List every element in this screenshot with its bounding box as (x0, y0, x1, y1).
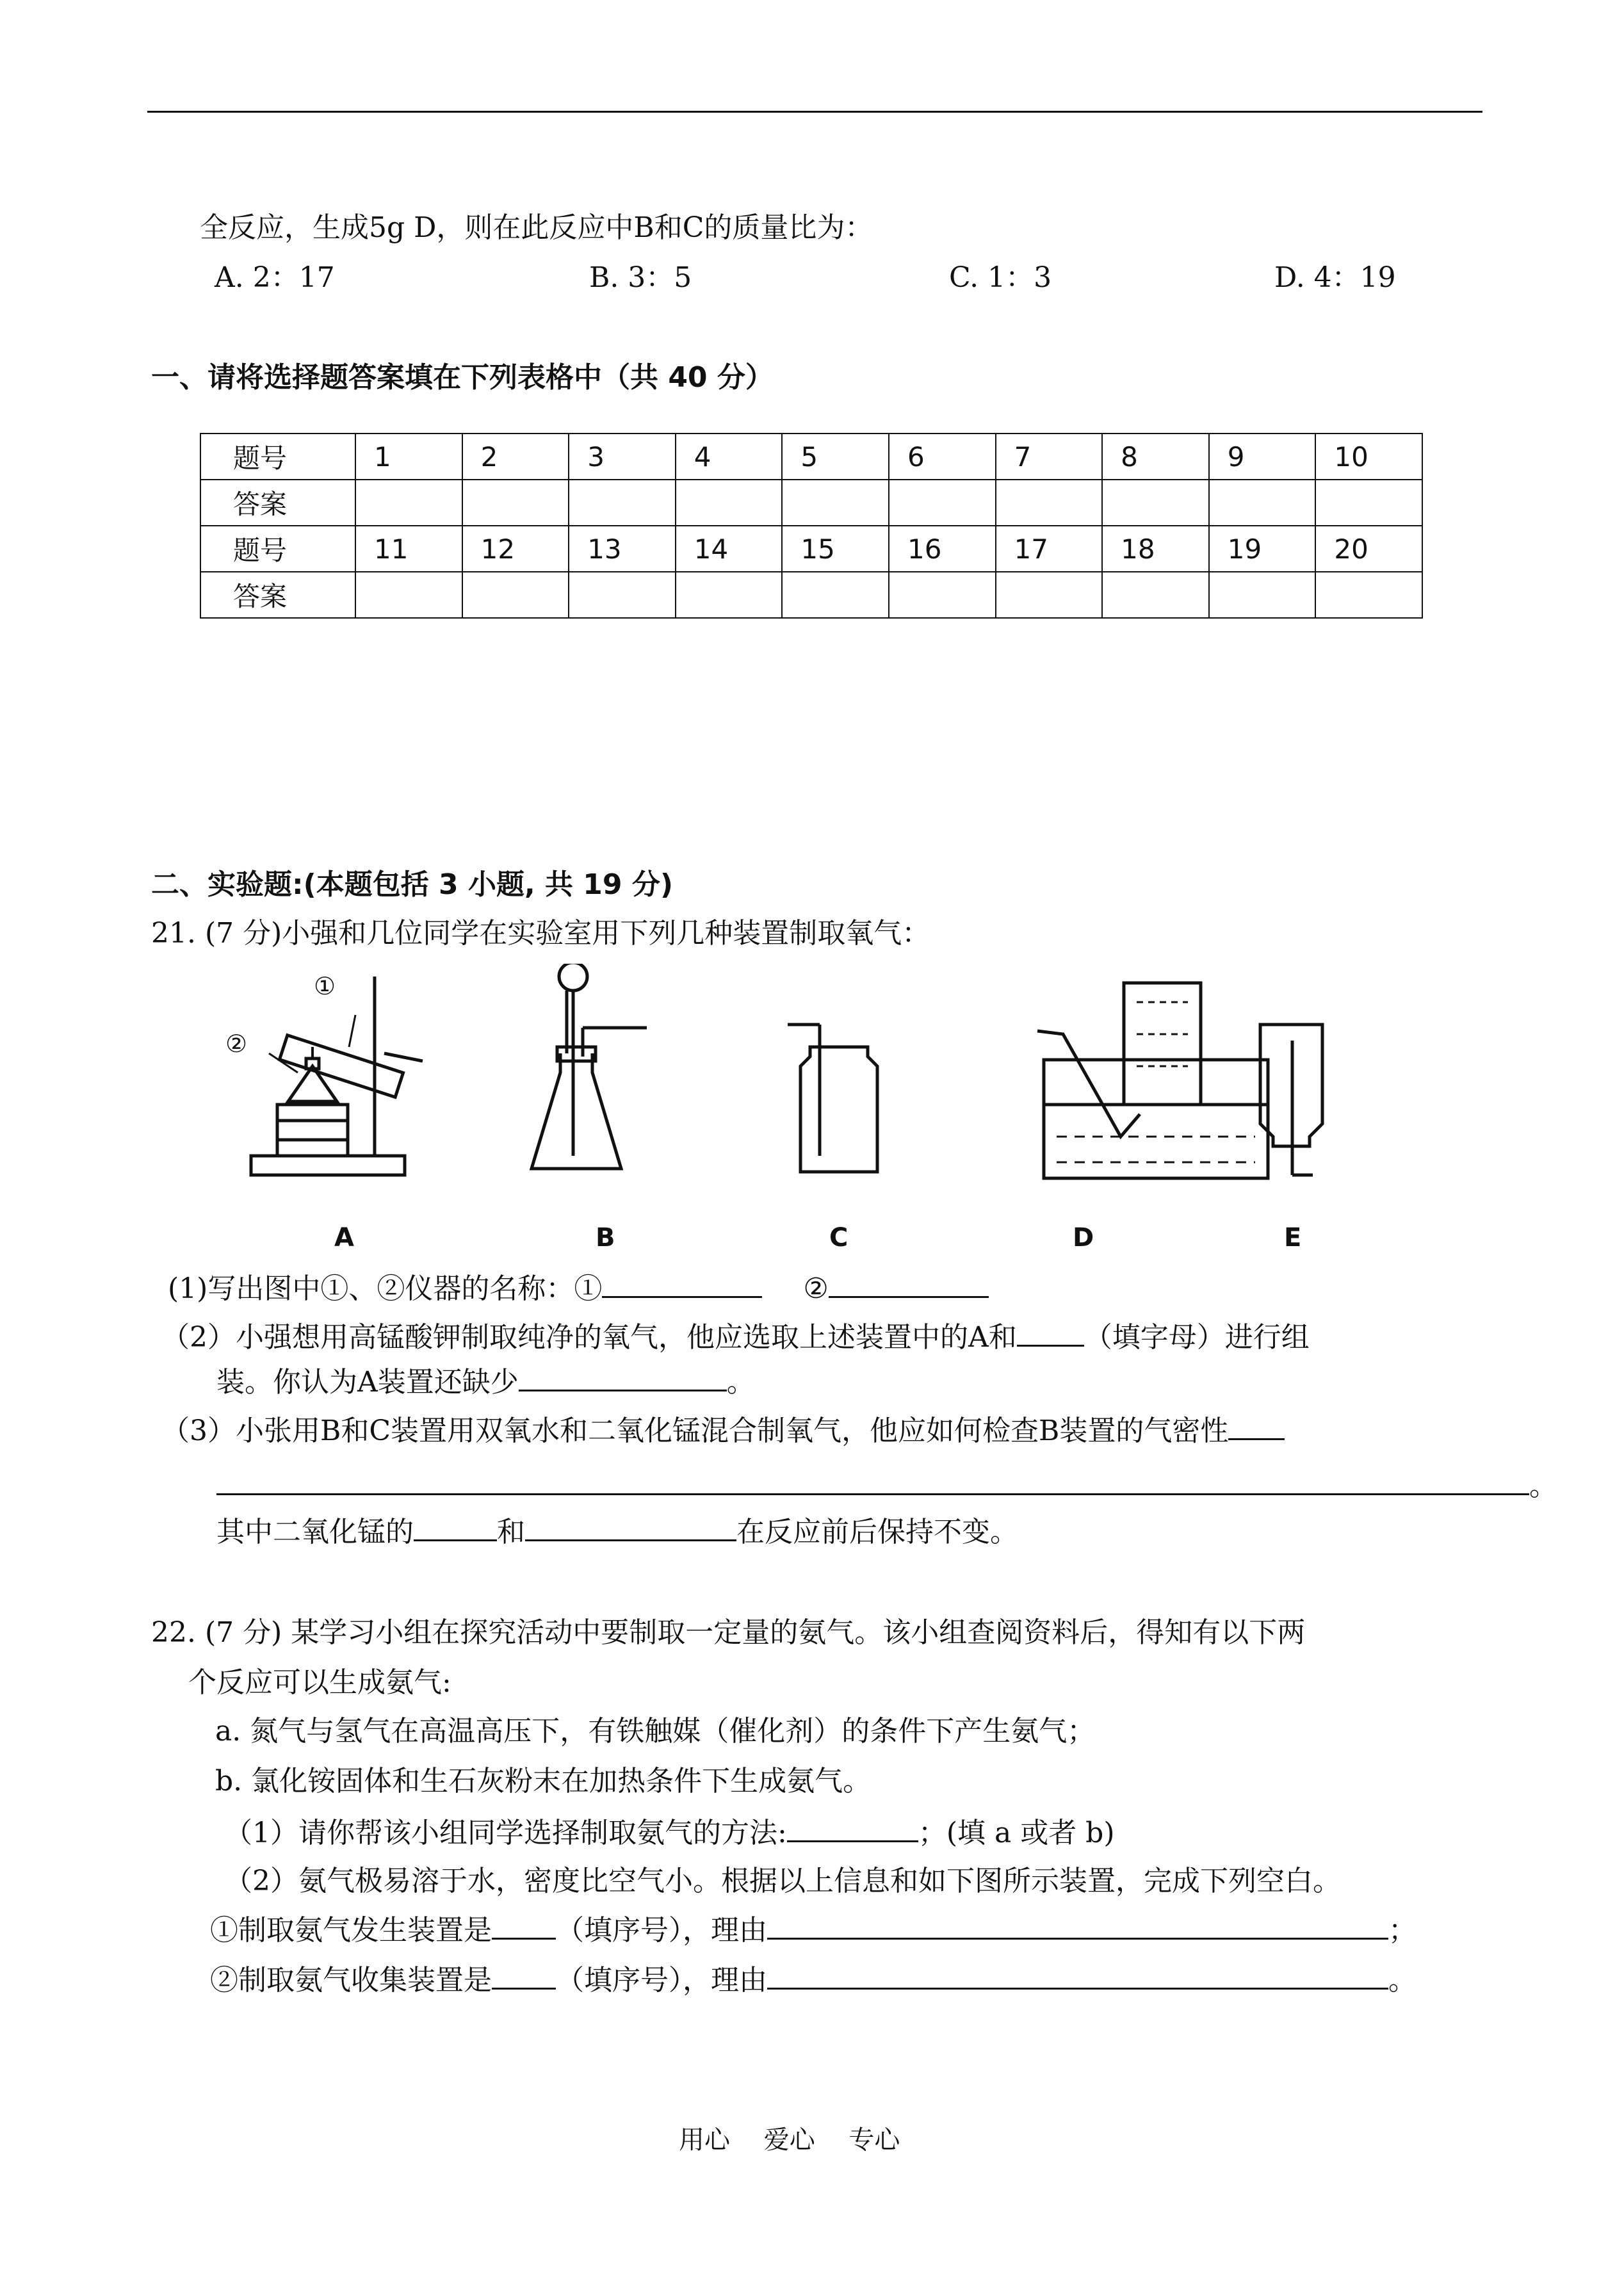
q21-part3-text-e: 在反应前后保持不变。 (736, 1516, 1018, 1548)
answer-cell[interactable] (1315, 572, 1422, 618)
q20-option-d: D. 4：19 (1274, 261, 1396, 294)
answer-blank-collector[interactable] (492, 1961, 556, 1990)
table-row-answers-1 (200, 480, 1422, 526)
section2-title: 二、实验题:(本题包括 3 小题, 共 19 分) (151, 868, 673, 901)
q20-stem-tail: 全反应，生成5g D，则在此反应中B和C的质量比为： (200, 211, 873, 244)
figure-label-e: E (1284, 1223, 1302, 1253)
number-cell: 1 (355, 434, 462, 480)
q21-part2-text-a: （2）小强想用高锰酸钾制取纯净的氧气，他应选取上述装置中的A和 (161, 1321, 1017, 1354)
q20-option-c: C. 1：3 (949, 261, 1052, 294)
number-cell: 15 (782, 526, 889, 572)
number-cell: 5 (782, 434, 889, 480)
number-cell: 7 (996, 434, 1103, 480)
number-cell: 8 (1102, 434, 1209, 480)
label-number: 题号 (200, 526, 355, 572)
answer-cell[interactable] (355, 480, 462, 526)
table-row-numbers-2 (200, 526, 1422, 572)
q21-part1 (168, 1269, 989, 1307)
answer-blank-airtightness-start[interactable] (1228, 1411, 1285, 1440)
number-cell: 12 (462, 526, 569, 572)
marker-1: ① (314, 972, 336, 1000)
q22-reaction-b: b. 氯化铵固体和生石灰粉末在加热条件下生成氨气。 (215, 1765, 872, 1797)
apparatus-a (251, 977, 423, 1175)
answer-blank-instrument-2[interactable] (829, 1269, 989, 1298)
q21-part3-line2 (216, 1466, 1557, 1504)
q22-part4-text-a: ②制取氨气收集装置是 (210, 1964, 492, 1997)
number-cell: 18 (1102, 526, 1209, 572)
section1-title: 一、请将选择题答案填在下列表格中（共 40 分） (151, 361, 774, 394)
number-cell: 14 (676, 526, 783, 572)
answer-blank-mno2-property-2[interactable] (525, 1512, 736, 1541)
label-number: 题号 (200, 434, 355, 480)
figure-label-d: D (1073, 1223, 1094, 1253)
apparatus-d (1037, 983, 1268, 1178)
q21-part3-text-a: （3）小张用B和C装置用双氧水和二氧化锰混合制氧气，他应如何检查B装置的气密性 (161, 1415, 1229, 1447)
answer-blank-airtightness[interactable] (216, 1466, 1529, 1495)
apparatus-diagram (211, 964, 1364, 1245)
number-cell: 9 (1209, 434, 1316, 480)
q21-part3-text-d: 和 (497, 1516, 525, 1548)
q21-part3-text-c: 其中二氧化锰的 (216, 1516, 414, 1548)
q22-part3-text-b: （填序号），理由 (556, 1914, 767, 1947)
q22-part3 (210, 1911, 1417, 1949)
q21-part2-line2 (216, 1363, 755, 1400)
q20-option-b: B. 3：5 (589, 261, 692, 294)
number-cell: 4 (676, 434, 783, 480)
q22-part1-text-b: ；(填 a 或者 b) (918, 1817, 1115, 1849)
number-cell: 3 (569, 434, 676, 480)
q21-part2-line1 (161, 1318, 1310, 1356)
q22-part2: （2）氨气极易溶于水，密度比空气小。根据以上信息和如下图所示装置，完成下列空白。 (224, 1865, 1341, 1897)
answer-blank-generator-reason[interactable] (767, 1911, 1388, 1940)
answer-cell[interactable] (1102, 572, 1209, 618)
q22-reaction-a: a. 氮气与氢气在高温高压下，有铁触媒（催化剂）的条件下产生氨气； (215, 1715, 1096, 1748)
q22-part3-text-a: ①制取氨气发生装置是 (210, 1914, 492, 1947)
q21-part1-text-a: (1)写出图中①、②仪器的名称：① (168, 1272, 603, 1305)
figure-label-c: C (829, 1223, 849, 1253)
answer-blank-method[interactable] (787, 1813, 918, 1842)
q22-part4-text-b: （填序号），理由 (556, 1964, 767, 1997)
q21-stem: 21. (7 分)小强和几位同学在实验室用下列几种装置制取氧气： (151, 917, 930, 950)
number-cell: 17 (996, 526, 1103, 572)
number-cell: 19 (1209, 526, 1316, 572)
answer-blank-device[interactable] (1017, 1318, 1084, 1347)
answer-cell[interactable] (889, 572, 996, 618)
q22-stem-line2: 个反应可以生成氨气: (188, 1666, 451, 1699)
page-footer: 用心 爱心 专心 (679, 2125, 900, 2155)
number-cell: 13 (569, 526, 676, 572)
figure-label-b: B (596, 1223, 615, 1253)
apparatus-figures (211, 964, 1364, 1253)
answer-table (200, 433, 1423, 619)
answer-blank-generator[interactable] (492, 1911, 556, 1940)
q22-part3-end: ； (1388, 1914, 1417, 1947)
answer-cell[interactable] (569, 480, 676, 526)
answer-cell[interactable] (355, 572, 462, 618)
answer-cell[interactable] (462, 572, 569, 618)
apparatus-e (1260, 1025, 1322, 1175)
apparatus-c (788, 1025, 877, 1172)
answer-cell[interactable] (1315, 480, 1422, 526)
answer-cell[interactable] (569, 572, 676, 618)
answer-cell[interactable] (462, 480, 569, 526)
q21-part2-text-b: （填字母）进行组 (1084, 1321, 1310, 1354)
answer-blank-mno2-property-1[interactable] (414, 1512, 497, 1541)
answer-cell[interactable] (1209, 480, 1316, 526)
number-cell: 11 (355, 526, 462, 572)
q21-part2-text-c: 装。你认为A装置还缺少 (216, 1366, 519, 1399)
marker-2: ② (225, 1030, 248, 1058)
figure-label-a: A (334, 1223, 354, 1253)
q22-stem-line1: 22. (7 分) 某学习小组在探究活动中要制取一定量的氨气。该小组查阅资料后，得知有以下两 (151, 1616, 1306, 1649)
q22-part4-end: 。 (1388, 1964, 1417, 1997)
number-cell: 2 (462, 434, 569, 480)
q21-part3-line3 (216, 1512, 1018, 1550)
q20-option-a: A. 2：17 (215, 261, 335, 294)
q21-part1-text-b: ② (803, 1272, 829, 1305)
number-cell: 16 (889, 526, 996, 572)
answer-cell[interactable] (782, 572, 889, 618)
answer-cell[interactable] (1209, 572, 1316, 618)
number-cell: 6 (889, 434, 996, 480)
answer-blank-collector-reason[interactable] (767, 1961, 1388, 1990)
q22-part4 (210, 1961, 1417, 1999)
answer-blank-missing-item[interactable] (519, 1363, 727, 1391)
answer-cell[interactable] (782, 480, 889, 526)
answer-cell[interactable] (676, 480, 783, 526)
q22-part1 (224, 1813, 1115, 1851)
label-answer: 答案 (200, 480, 355, 526)
answer-cell[interactable] (889, 480, 996, 526)
q22-part1-text-a: （1）请你帮该小组同学选择制取氨气的方法: (224, 1817, 787, 1849)
q21-part3-line1 (161, 1411, 1285, 1449)
q21-part2-text-d: 。 (726, 1366, 755, 1399)
number-cell: 20 (1315, 526, 1422, 572)
q21-part3-end: 。 (1529, 1470, 1557, 1502)
answer-cell[interactable] (996, 572, 1103, 618)
table-row-answers-2 (200, 572, 1422, 618)
answer-blank-instrument-1[interactable] (602, 1269, 762, 1298)
table-row-numbers-1 (200, 434, 1422, 480)
answer-cell[interactable] (676, 572, 783, 618)
header-rule (147, 111, 1482, 113)
number-cell: 10 (1315, 434, 1422, 480)
label-answer: 答案 (200, 572, 355, 618)
answer-cell[interactable] (1102, 480, 1209, 526)
answer-cell[interactable] (996, 480, 1103, 526)
apparatus-b (532, 964, 647, 1169)
